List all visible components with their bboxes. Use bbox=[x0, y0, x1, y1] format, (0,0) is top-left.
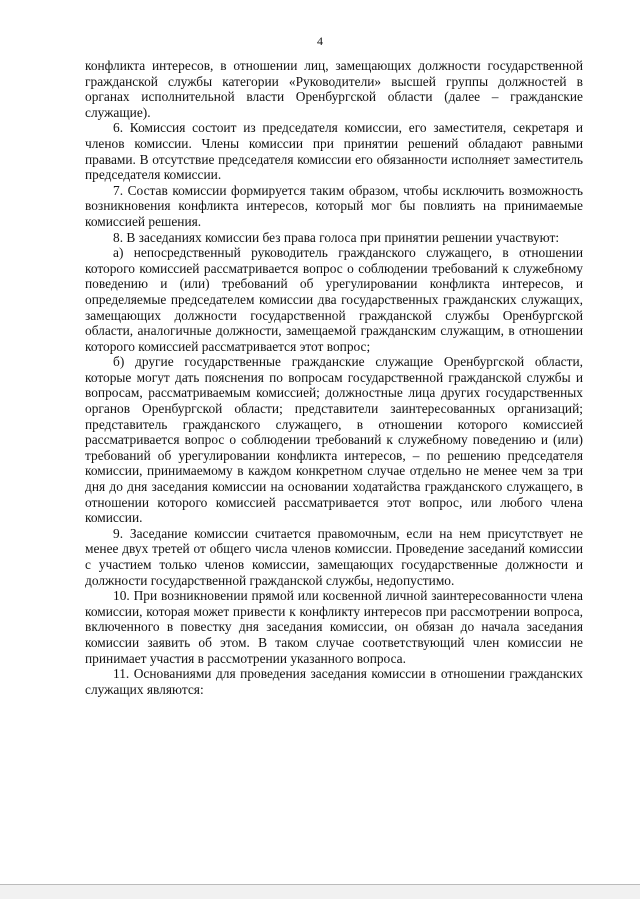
paragraph-continuation: конфликта интересов, в отношении лиц, замещающих должности государственной гражданской службы категории «Руководители» высшей группы должностей в органах исполнительной власти Оренбургской области (далее – гражданские служащие). bbox=[85, 58, 583, 120]
paragraph-11: 11. Основаниями для проведения заседания комиссии в отношении гражданских служащих являются: bbox=[85, 666, 583, 697]
page-bottom-edge bbox=[0, 884, 640, 899]
document-body bbox=[85, 58, 583, 697]
paragraph-8: 8. В заседаниях комиссии без права голоса при принятии решении участвуют: bbox=[113, 229, 560, 245]
paragraph-8a: а) непосредственный руководитель гражданского служащего, в отношении которого комиссией рассматривается вопрос о соблюдении требований к служебному поведению и (или) требований об урегулировании конфликта интересов, и определяемые председателем комиссии два государственных гражданских служащих, замещающих должности государственной гражданской службы Оренбургской области, аналогичные должности, замещаемой гражданским служащим, в отношении которого комиссией рассматривается этот вопрос; bbox=[85, 245, 583, 354]
paragraph-8b: б) другие государственные гражданские служащие Оренбургской области, которые могут дать пояснения по вопросам государственной гражданской службы и вопросам, рассматриваемым комиссией; должностные лица других государственных органов Оренбургской области; представители заинтересованных организаций; представитель гражданского служащего, в отношении которого комиссией рассматривается вопрос о соблюдении требований к служебному поведению и (или) требований об урегулировании конфликта интересов, – по решению председателя комиссии, принимаемому в каждом конкретном случае отдельно не менее чем за три дня до дня заседания комиссии на основании ходатайства гражданского служащего, в отношении которого комиссией рассматривается этот вопрос, или любого члена комиссии. bbox=[85, 354, 583, 526]
paragraph-7: 7. Состав комиссии формируется таким образом, чтобы исключить возможность возникновения конфликта интересов, который мог бы повлиять на принимаемые комиссией решения. bbox=[85, 182, 583, 229]
page-number: 4 bbox=[317, 34, 323, 48]
paragraph-10: 10. При возникновении прямой или косвенной личной заинтересованности члена комиссии, которая может привести к конфликту интересов при рассмотрении вопроса, включенного в повестку дня заседания комиссии, он обязан до начала заседания комиссии заявить об этом. В таком случае соответствующий член комиссии не принимает участия в рассмотрении указанного вопроса. bbox=[85, 588, 583, 666]
paragraph-9: 9. Заседание комиссии считается правомочным, если на нем присутствует не менее двух третей от общего числа членов комиссии. Проведение заседаний комиссии с участием только членов комиссии, замещающих государственные должности и должности государственной гражданской службы, недопустимо. bbox=[85, 525, 583, 588]
paragraph-6: 6. Комиссия состоит из председателя комиссии, его заместителя, секретаря и членов комиссии. Члены комиссии при принятии решений обладают равными правами. В отсутствие председателя комиссии его обязанности исполняет заместитель председателя комиссии. bbox=[85, 120, 583, 183]
